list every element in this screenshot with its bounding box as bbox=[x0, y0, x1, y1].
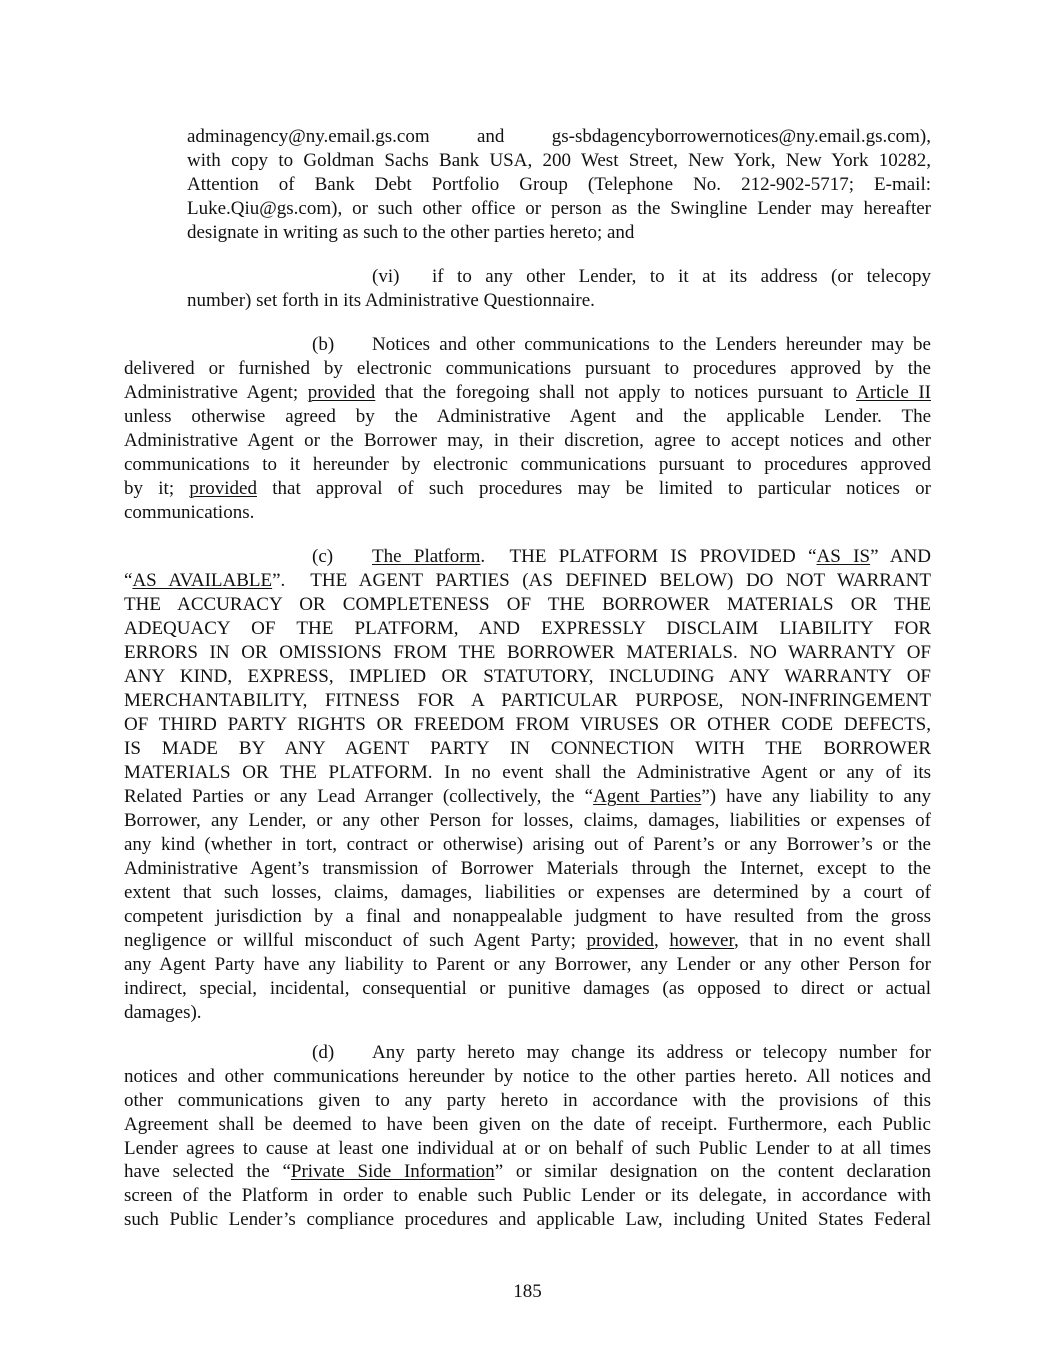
page-number: 185 bbox=[513, 1281, 542, 1302]
text-span: that the foregoing shall not apply to notices pursuant to bbox=[375, 382, 857, 403]
text-line: IS MADE BY ANY AGENT PARTY IN CONNECTION WITH THE BORROWER bbox=[124, 738, 931, 759]
text-span: ”. THE AGENT PARTIES (AS DEFINED BELOW) DO NOT WARRANT bbox=[272, 570, 931, 591]
text-line: Administrative Agent’s transmission of Borrower Materials through the Internet, except to the bbox=[124, 858, 931, 879]
text-line: such Public Lender’s compliance procedures and applicable Law, including United States Federal bbox=[124, 1209, 931, 1230]
text-span: ” or similar designation on the content declaration bbox=[494, 1161, 931, 1182]
text-line: ANY KIND, EXPRESS, IMPLIED OR STATUTORY, INCLUDING ANY WARRANTY OF bbox=[124, 666, 931, 687]
text-span: ” AND bbox=[870, 546, 931, 567]
clause-marker: (b) bbox=[312, 334, 335, 355]
text-line: Agreement shall be deemed to have been given on the date of receipt. Furthermore, each Public bbox=[124, 1114, 931, 1135]
clause-heading: The Platform bbox=[372, 546, 481, 567]
text-span: Administrative Agent; bbox=[124, 382, 308, 403]
clause-marker: (d) bbox=[312, 1042, 335, 1063]
defined-term-agent-parties: Agent Parties bbox=[593, 786, 702, 807]
text-line: Borrower, any Lender, or any other Person for losses, claims, damages, liabilities or expenses of bbox=[124, 810, 931, 831]
defined-term-private-side-information: Private Side Information bbox=[290, 1161, 495, 1182]
text-line: designate in writing as such to the other parties hereto; and bbox=[187, 222, 635, 243]
text-line bbox=[124, 477, 931, 501]
defined-term-as-is: AS IS bbox=[816, 546, 871, 567]
text-line: communications to it hereunder by electronic communications pursuant to procedures approved bbox=[124, 454, 931, 475]
clause-marker: (vi) bbox=[372, 266, 400, 287]
text-line: ERRORS IN OR OMISSIONS FROM THE BORROWER MATERIALS. NO WARRANTY OF bbox=[124, 642, 931, 663]
cross-reference-article-ii: Article II bbox=[856, 382, 931, 403]
text-line bbox=[312, 333, 931, 357]
clause-text: Any party hereto may change its address or telecopy number for bbox=[372, 1042, 931, 1063]
text-line bbox=[372, 265, 931, 289]
text-line: adminagency@ny.email.gs.com and gs-sbdagencyborrowernotices@ny.email.gs.com), bbox=[187, 126, 931, 147]
text-line bbox=[312, 545, 931, 569]
text-line: damages). bbox=[124, 1002, 202, 1023]
text-span: have selected the “ bbox=[124, 1161, 291, 1182]
clause-text: if to any other Lender, to it at its address (or telecopy bbox=[432, 266, 931, 287]
text-span: by it; bbox=[124, 478, 190, 499]
text-line: other communications given to any party hereto in accordance with the provisions of this bbox=[124, 1090, 931, 1111]
text-line: THE ACCURACY OR COMPLETENESS OF THE BORROWER MATERIALS OR THE bbox=[124, 594, 931, 615]
text-line: with copy to Goldman Sachs Bank USA, 200 West Street, New York, New York 10282, bbox=[187, 150, 931, 171]
text-line bbox=[124, 929, 931, 953]
text-span: , bbox=[654, 930, 670, 951]
text-line: Luke.Qiu@gs.com), or such other office or person as the Swingline Lender may hereafter bbox=[187, 198, 931, 219]
text-line: unless otherwise agreed by the Administrative Agent and the applicable Lender. The bbox=[124, 406, 931, 427]
text-line: screen of the Platform in order to enable such Public Lender or its delegate, in accordance with bbox=[124, 1185, 931, 1206]
text-line: delivered or furnished by electronic communications pursuant to procedures approved by the bbox=[124, 358, 931, 379]
text-line: Lender agrees to cause at least one individual at or on behalf of such Public Lender to at all times bbox=[124, 1138, 931, 1159]
text-span: “ bbox=[124, 570, 133, 591]
text-line bbox=[124, 785, 931, 809]
text-span: that approval of such procedures may be limited to particular notices or bbox=[256, 478, 931, 499]
defined-term-provided: provided bbox=[586, 930, 655, 951]
text-span: . THE PLATFORM IS PROVIDED “ bbox=[480, 546, 817, 567]
text-line: any kind (whether in tort, contract or otherwise) arising out of Parent’s or any Borrower’s or the bbox=[124, 834, 931, 855]
defined-term-provided: provided bbox=[307, 382, 376, 403]
text-line: competent jurisdiction by a final and nonappealable judgment to have resulted from the gross bbox=[124, 906, 931, 927]
text-line: number) set forth in its Administrative Questionnaire. bbox=[187, 290, 595, 311]
text-line: Administrative Agent or the Borrower may, in their discretion, agree to accept notices and other bbox=[124, 430, 931, 451]
defined-term-however: however bbox=[669, 930, 735, 951]
text-line: MERCHANTABILITY, FITNESS FOR A PARTICULAR PURPOSE, NON-INFRINGEMENT bbox=[124, 690, 931, 711]
defined-term-as-available: AS AVAILABLE bbox=[132, 570, 273, 591]
clause-text: Notices and other communications to the Lenders hereunder may be bbox=[372, 334, 931, 355]
text-line bbox=[124, 569, 931, 593]
text-line: notices and other communications hereunder by notice to the other parties hereto. All notices and bbox=[124, 1066, 931, 1087]
text-line: Attention of Bank Debt Portfolio Group (Telephone No. 212-902-5717; E-mail: bbox=[187, 174, 931, 195]
text-line: indirect, special, incidental, consequential or punitive damages (as opposed to direct or actual bbox=[124, 978, 931, 999]
text-span: ”) have any liability to any bbox=[701, 786, 931, 807]
text-line bbox=[124, 1160, 931, 1184]
text-span: Related Parties or any Lead Arranger (collectively, the “ bbox=[124, 786, 594, 807]
text-span: , that in no event shall bbox=[734, 930, 931, 951]
text-line bbox=[312, 1041, 931, 1065]
text-line: extent that such losses, claims, damages, liabilities or expenses are determined by a court of bbox=[124, 882, 931, 903]
defined-term-provided: provided bbox=[189, 478, 257, 499]
text-line: MATERIALS OR THE PLATFORM. In no event shall the Administrative Agent or any of its bbox=[124, 762, 931, 783]
clause-marker: (c) bbox=[312, 546, 334, 567]
text-line: communications. bbox=[124, 502, 255, 523]
text-line: any Agent Party have any liability to Parent or any Borrower, any Lender or any other Person for bbox=[124, 954, 931, 975]
text-line: ADEQUACY OF THE PLATFORM, AND EXPRESSLY DISCLAIM LIABILITY FOR bbox=[124, 618, 931, 639]
text-line bbox=[124, 381, 931, 405]
text-line: OF THIRD PARTY RIGHTS OR FREEDOM FROM VIRUSES OR OTHER CODE DEFECTS, bbox=[124, 714, 931, 735]
text-span: negligence or willful misconduct of such Agent Party; bbox=[124, 930, 587, 951]
